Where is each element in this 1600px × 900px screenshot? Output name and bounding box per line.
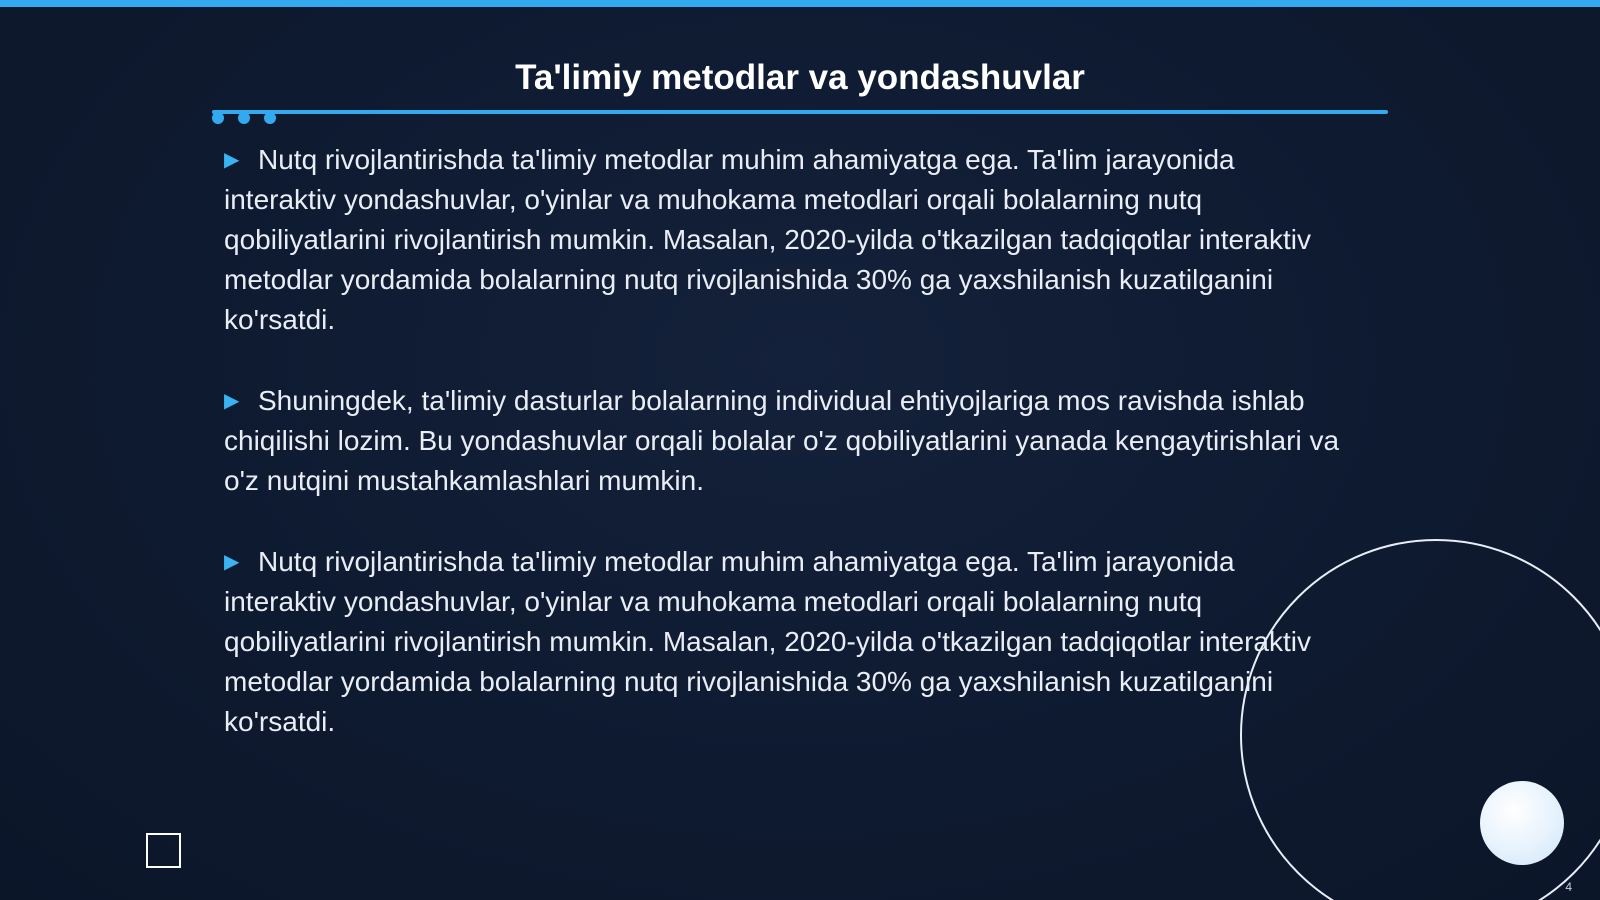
triangle-right-icon: ▶	[224, 149, 240, 171]
decorative-dot-3	[264, 112, 276, 124]
bullet-text: Nutq rivojlantirishda ta'limiy metodlar muhim ahamiyatga ega. Ta'lim jarayonida interaktiv yondashuvlar, o'yinlar va muhokama metodlari orqali bolalarning nutq qobiliyatlarini rivojlantirish mumkin. Masalan, 2020-yilda o'tkazilgan tadqiqotlar interaktiv metodlar yordamida bolalarning nutq rivojlanishida 30% ga yaxshilanish kuzatilganini ko'rsatdi.	[224, 546, 1311, 737]
triangle-right-icon: ▶	[224, 551, 240, 573]
bullet-text: Nutq rivojlantirishda ta'limiy metodlar muhim ahamiyatga ega. Ta'lim jarayonida interaktiv yondashuvlar, o'yinlar va muhokama metodlari orqali bolalarning nutq qobiliyatlarini rivojlantirish mumkin. Masalan, 2020-yilda o'tkazilgan tadqiqotlar interaktiv metodlar yordamida bolalarning nutq rivojlanishida 30% ga yaxshilanish kuzatilganini ko'rsatdi.	[224, 144, 1311, 335]
bullet-item-3[interactable]	[224, 542, 1354, 742]
decorative-dot-1	[212, 112, 224, 124]
bullet-list	[224, 140, 1354, 783]
bullet-text: Shuningdek, ta'limiy dasturlar bolalarning individual ehtiyojlariga mos ravishda ishlab chiqilishi lozim. Bu yondashuvlar orqali bolalar o'z qobiliyatlarini yanada kengaytirishlari va o'z nutqini mustahkamlashlari mumkin.	[224, 385, 1340, 496]
decorative-square	[146, 833, 181, 868]
triangle-right-icon: ▶	[224, 390, 240, 412]
decorative-dot-2	[238, 112, 250, 124]
title-underline	[212, 110, 1388, 114]
bullet-item-1[interactable]	[224, 140, 1354, 340]
decorative-circle	[1480, 781, 1564, 865]
page-number: 4	[1565, 880, 1572, 894]
top-accent-bar	[0, 0, 1600, 7]
slide-title[interactable]: Ta'limiy metodlar va yondashuvlar	[515, 58, 1085, 97]
bullet-item-2[interactable]	[224, 381, 1354, 501]
